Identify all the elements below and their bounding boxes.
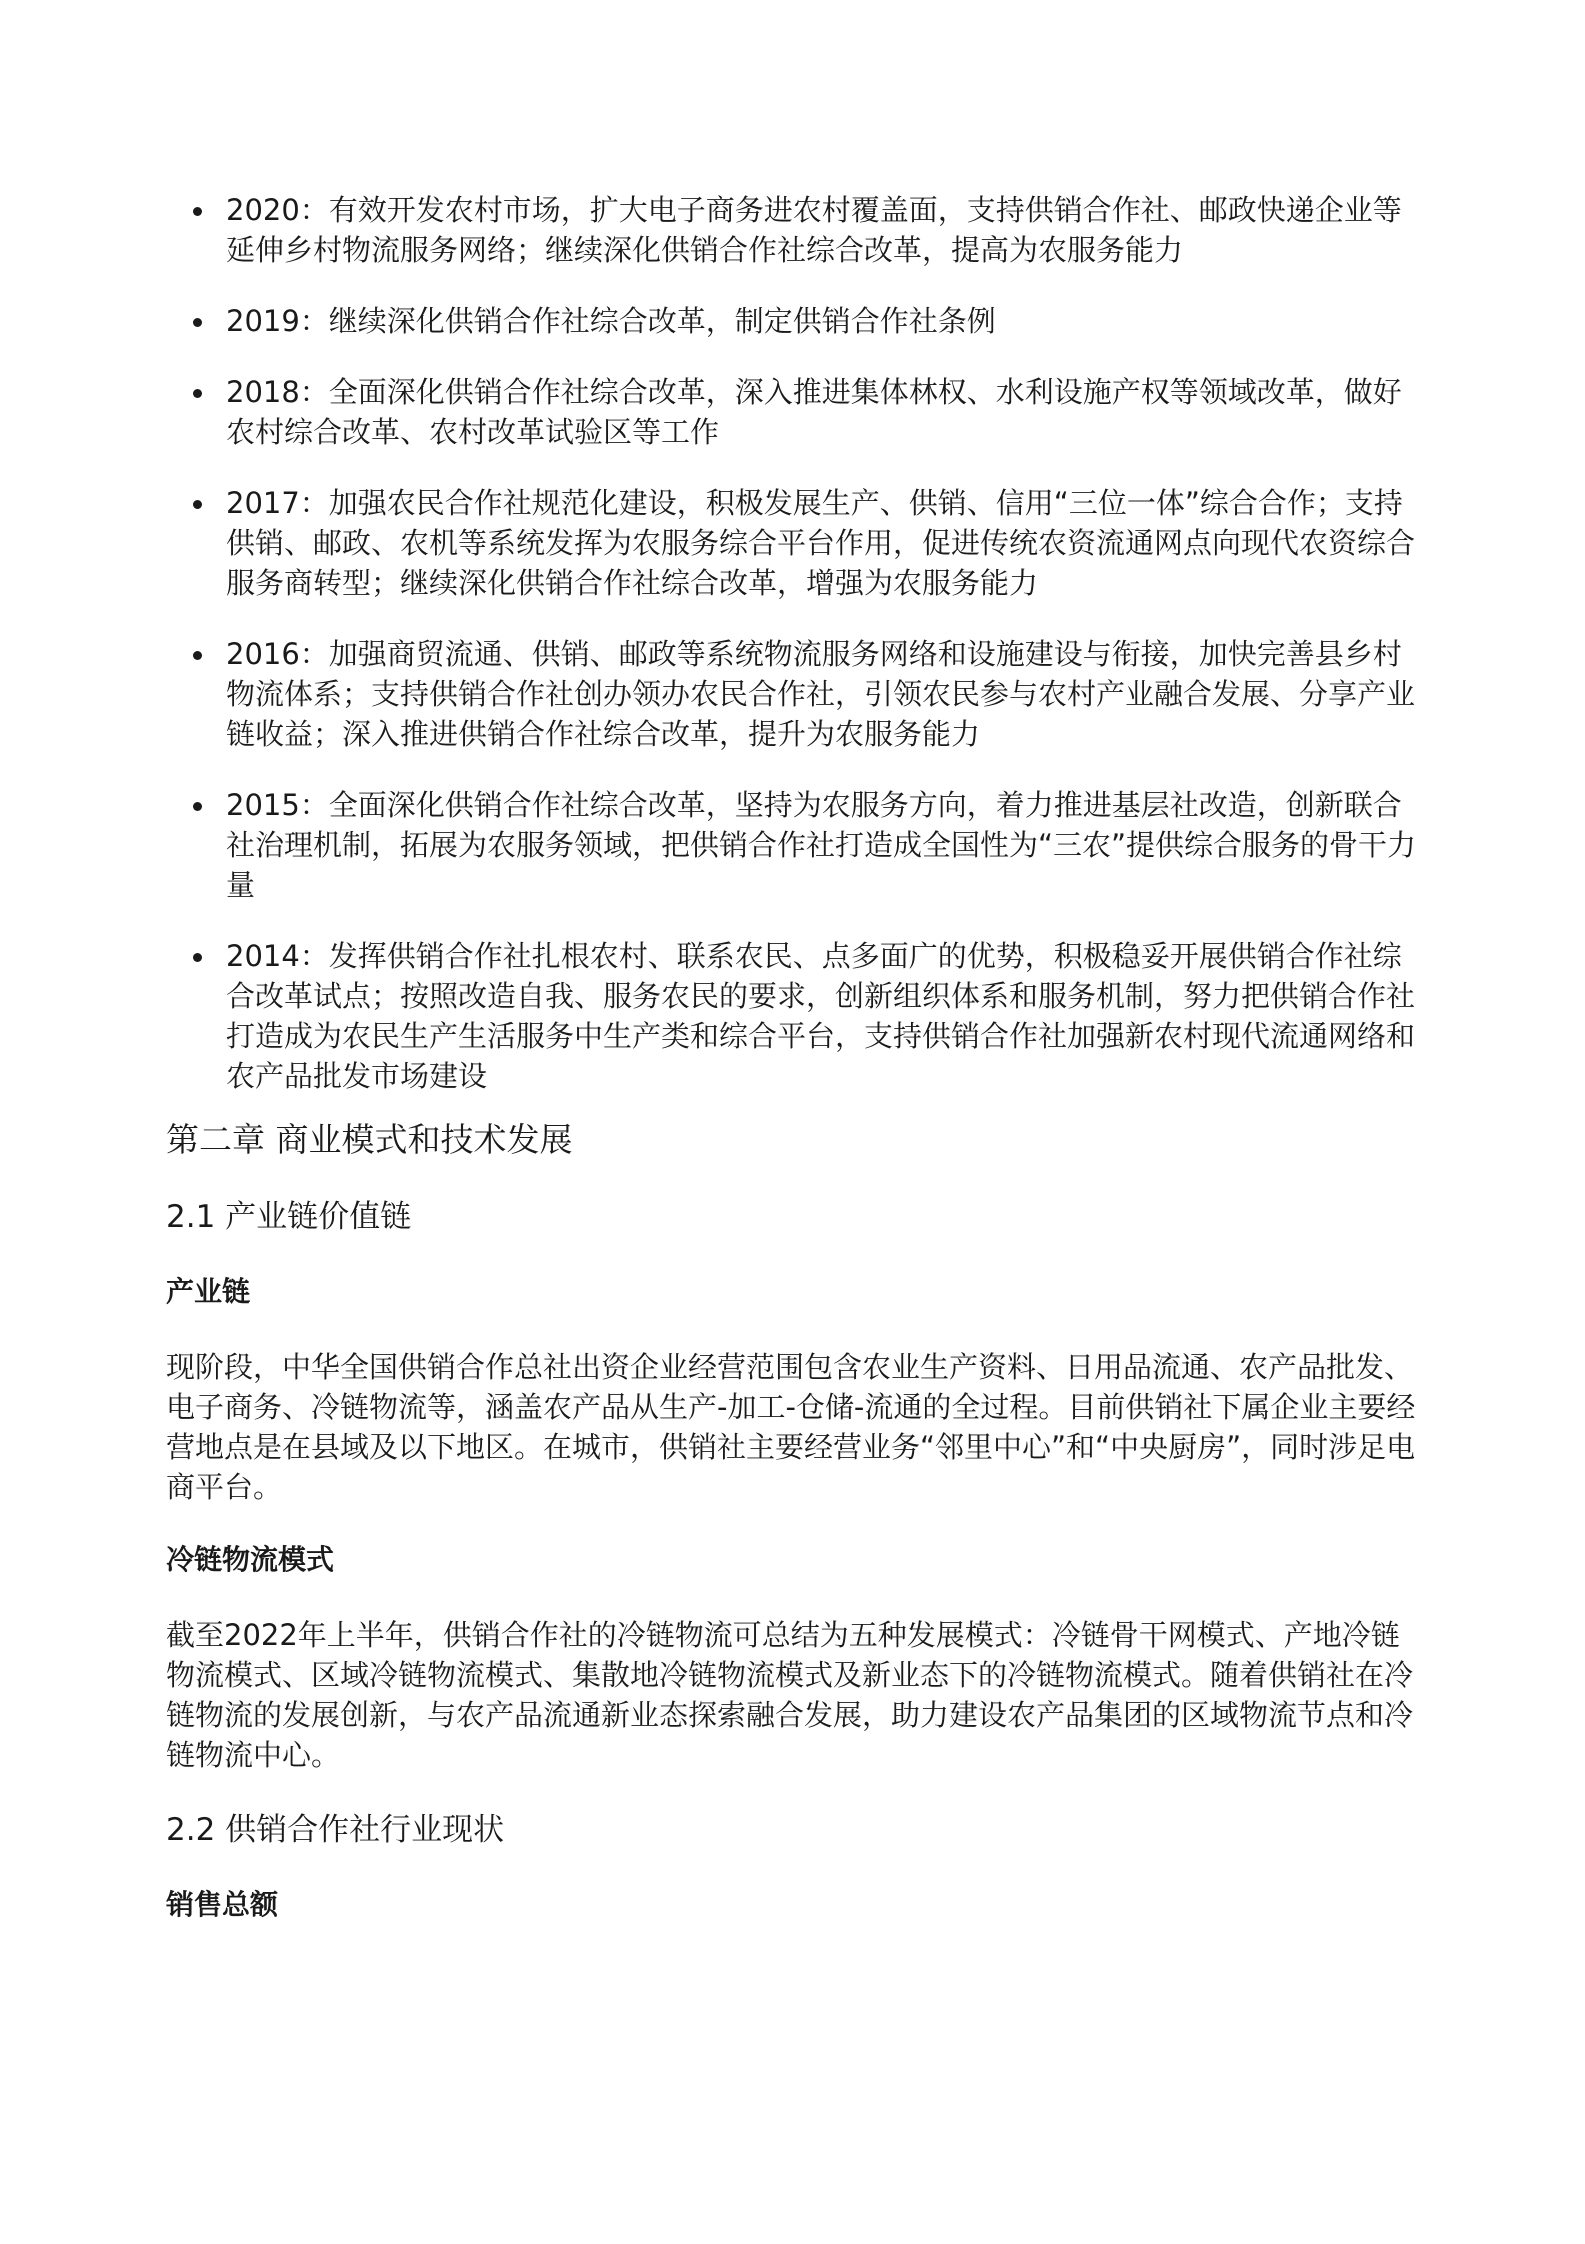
list-item-text: 2018：全面深化供销合作社综合改革，深入推进集体林权、水利设施产权等领域改革，做好农村综合改革、农村改革试验区等工作: [226, 375, 1402, 449]
chapter-title: 第二章 商业模式和技术发展: [166, 1120, 573, 1159]
section-title-2-1: 2.1 产业链价值链: [166, 1199, 412, 1235]
paragraph-cold-chain: 截至2022年上半年，供销合作社的冷链物流可总结为五种发展模式：冷链骨干网模式、产地冷链物流模式、区域冷链物流模式、集散地冷链物流模式及新业态下的冷链物流模式。随着供销社在冷链物流的发展创新，与农产品流通新业态探索融合发展，助力建设农产品集团的区域物流节点和冷链物流中心。: [166, 1618, 1414, 1772]
list-item-text: 2014：发挥供销合作社扎根农村、联系农民、点多面广的优势，积极稳妥开展供销合作社综合改革试点；按照改造自我、服务农民的要求，创新组织体系和服务机制，努力把供销合作社打造成为农民生产生活服务中生产类和综合平台，支持供销合作社加强新农村现代流通网络和农产品批发市场建设: [226, 939, 1416, 1093]
bullet-icon: [193, 651, 202, 660]
list-item-text: 2016：加强商贸流通、供销、邮政等系统物流服务网络和设施建设与衔接，加快完善县乡村物流体系；支持供销合作社创办领办农民合作社，引领农民参与农村产业融合发展、分享产业链收益；深入推进供销合作社综合改革，提升为农服务能力: [226, 637, 1416, 751]
bullet-icon: [193, 389, 202, 398]
list-item: [166, 190, 1428, 270]
section-title-2-2: 2.2 供销合作社行业现状: [166, 1812, 505, 1848]
bullet-icon: [193, 318, 202, 327]
paragraph-industry-chain: 现阶段，中华全国供销合作总社出资企业经营范围包含农业生产资料、日用品流通、农产品批发、电子商务、冷链物流等，涵盖农产品从生产-加工-仓储-流通的全过程。目前供销社下属企业主要经营地点是在县域及以下地区。在城市，供销社主要经营业务“邻里中心”和“中央厨房”，同时涉足电商平台。: [166, 1350, 1416, 1504]
subheading-industry-chain: 产业链: [166, 1275, 251, 1308]
subheading-sales-total: 销售总额: [166, 1888, 279, 1921]
list-item: [166, 483, 1428, 603]
list-item-text: 2015：全面深化供销合作社综合改革，坚持为农服务方向，着力推进基层社改造，创新联合社治理机制，拓展为农服务领域，把供销合作社打造成全国性为“三农”提供综合服务的骨干力量: [226, 788, 1417, 902]
list-item: [166, 301, 1428, 341]
bullet-icon: [193, 953, 202, 962]
list-item: [166, 372, 1428, 452]
subheading-cold-chain: 冷链物流模式: [166, 1543, 335, 1576]
list-item: [166, 634, 1428, 754]
bullet-icon: [193, 802, 202, 811]
list-item: [166, 936, 1428, 1096]
list-item-text: 2017：加强农民合作社规范化建设，积极发展生产、供销、信用“三位一体”综合合作；支持供销、邮政、农机等系统发挥为农服务综合平台作用，促进传统农资流通网点向现代农资综合服务商转型；继续深化供销合作社综合改革，增强为农服务能力: [226, 486, 1416, 600]
bullet-icon: [193, 207, 202, 216]
policy-timeline-list: [166, 190, 1428, 1096]
page-content: [166, 190, 1428, 1960]
list-item-text: 2020：有效开发农村市场，扩大电子商务进农村覆盖面，支持供销合作社、邮政快递企业等延伸乡村物流服务网络；继续深化供销合作社综合改革，提高为农服务能力: [226, 193, 1402, 267]
list-item: [166, 785, 1428, 905]
list-item-text: 2019：继续深化供销合作社综合改革，制定供销合作社条例: [226, 304, 996, 338]
bullet-icon: [193, 500, 202, 509]
